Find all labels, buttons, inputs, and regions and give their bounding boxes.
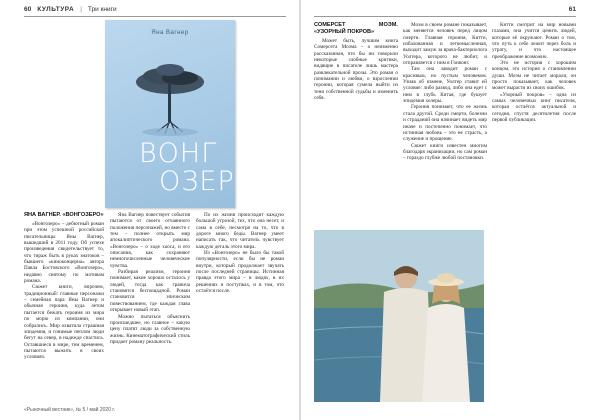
book-cover-image [105,20,258,208]
article2-heading: СОМЕРСЕТ МОЭМ. «УЗОРНЫЙ ПОКРОВ» [314,22,398,35]
article2-paragraph: Моэм в своем романе показывает, как меняется человек перед лицом смерти. Главная героиня, Китти, избалованная и легкомысленная, выходит замуж за врача-бактериолога Уолтера, которого не любит, и отправляется с ним в Гонконг. [403,22,487,67]
article2-paragraph: «Узорный покров» – одна из самых человечных книг писателя, которая остаётся актуальной и сегодня, спустя десятилетия после первой публикации. [492,91,576,124]
article1-column-2 [110,212,190,400]
subsection-title: Три книги [87,6,117,13]
article1-column-3 [196,212,284,400]
cover-author: Яна Вагнер [151,30,189,36]
article2-paragraph: Китти смотрит на мир новыми глазами, она учится ценить людей, которые её окружают. Роман о том, что путь к себе лежит через боль и утрату, и что настоящее преображение возможно. [492,22,576,60]
magazine-footer: «Рыночный вестник», № 5 / май 2020 г. [24,407,115,413]
couple-by-water-illustration [314,230,484,402]
article2-paragraph: Может быть, лучшим книга Сомерсета Моэма – о неизменно рассказанная, что бы ни говорили некоторые злобные критики, видящие в писателе лишь мастера развлекательной прозы. Это роман о понимании и любви, о взрослении героини, которая сумела выйти из тени собственной судьбы и изменить себя. [314,38,398,102]
article1-paragraph: Сюжет книги, впрочем, традиционный: главные персонажи – семейная пара Яны Вагнер и обычная героиня, куда летом пытается бежать героиня из мира по морю из компании, они собрались. Мир охватила страшная эпидемия, и гонимые пеплом люди бегут на север, в надежде спастись. Оставшиеся в мире, тем временем, пытаются выжить в своих условиях. [24,284,104,361]
article1-heading: ЯНА ВАГНЕР. «ВОНГОЗЕРО» [24,212,104,218]
article2-paragraph: Сюжет книги известен многим благодаря экранизации, но сам роман – гораздо глубже любой постановки. [403,142,487,162]
page-gutter [299,0,301,420]
article1-paragraph: Яна Вагнер повествует события пытаются от своего отчаянного положения персонажей, но вместе с тем – полнее открыть мир апокалиптического романа. «Вонгозеро» – о ходе хаоса, и его описания, как сохраняют немногочисленные человеческие чувства. [110,212,190,269]
article2-paragraph: Героиня понимает, что ее жизнь стала другой. Среди смерти, болезни и страданий она начинает видеть мир иначе и постепенно понимает, что истинная любовь – это не страсть, а служение и прощение. [403,104,487,143]
cover-title-line2: ОЗЕРО [159,166,258,197]
article1-column-1 [24,212,104,400]
article1-paragraph: Из «Вонгозеро» не было бы такой популярности, если бы не роман внутри, который продолжает звучать после последней страницы. Истинная правда этого мира – в людях, в их решениях и поступках, и в том, что остаётся после. [196,250,284,295]
section-title: КУЛЬТУРА [37,6,75,13]
article2-column-1 [314,22,398,192]
header-rule-right [314,16,576,17]
left-page-number: 60 [24,6,32,13]
left-page-header [24,6,117,13]
article2-paragraph: Там она заводит роман с красивым, но пустым человеком. Узнав об измене, Уолтер ставит ей условие: либо развод, либо она едет с ним в глубь Китая, где бушует эпидемия холеры. [403,66,487,105]
right-page-number: 61 [568,6,576,13]
article1-paragraph: «Вонгозеро» – дебютный роман при этом успешной российской писательницы Яны Вагнер, вышедший в 2011 году. Об успехе произведения свидетельствует то, что тираж быть в руках знатоков – бывшего «киноконцерна» автора Павла Бостовского «Вонгозеро», недавно снятому по мотивам романа. [24,221,104,285]
article1-paragraph: Можно пытаться объяснить происшедшее, но главное – какую цену платят люди за собственную жизнь. Кинематографический стиль придает роману реальность. [110,313,190,345]
film-still-photo [314,230,484,402]
article1-paragraph: По их жизни происходит каждую большой угрозой, тех, что она несет, и сама в себе, несмотря на то, что в дороге много беды. Вагнер умеет написать так, что читатель чувствует каждую деталь этого мира. [196,212,284,250]
cover-title-line1: ВОНГ [139,138,218,169]
article2-column-3 [492,22,576,402]
header-rule-left [24,16,286,17]
header-separator: | [80,6,82,13]
article1-paragraph: Разбирая реализм, героиня понимает, какие хорошо осталось у людей, тогда как гранича становятся беспощадной. Роман становится эпическим повествованием, где каждая глава открывает новый этап. [110,269,190,314]
article2-paragraph: Это не история с хорошим концом, это история о становлении души. Моэм не читает морали, он просто показывает, как человек может вырасти из своих ошибок. [492,60,576,92]
right-page-header [569,6,576,13]
